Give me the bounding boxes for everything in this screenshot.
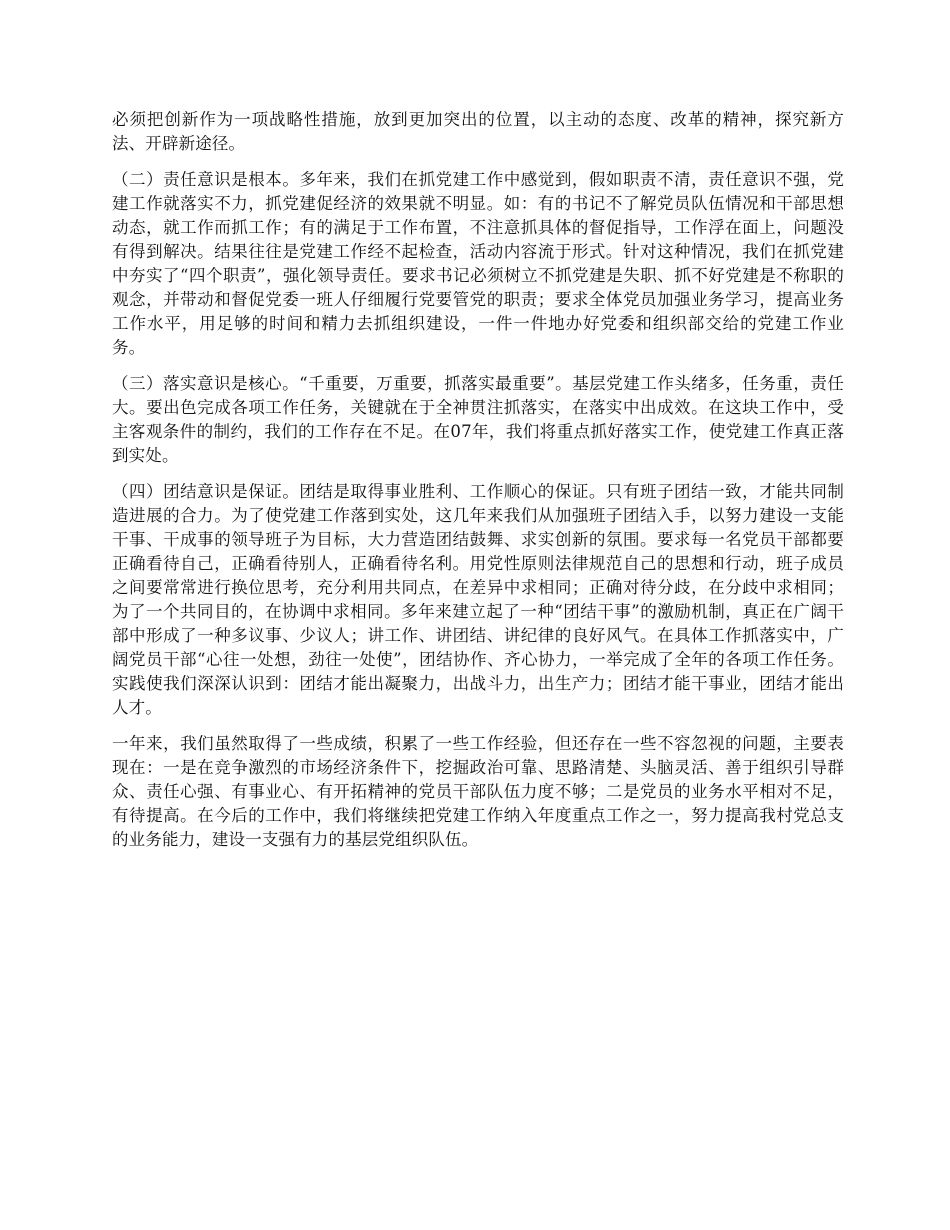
paragraph-unity: （四）团结意识是保证。团结是取得事业胜利、工作顺心的保证。只有班子团结一致，才能共同制造进展的合力。为了使党建工作落到实处，这几年来我们从加强班子团结入手，以努力建设一支能干事、干成事的领导班子为目标，大力营造团结鼓舞、求实创新的氛围。要求每一名党员干部都要正确看待自己，正确看待别人，正确看待名利。用党性原则法律规范自己的思想和行动，班子成员之间要常常进行换位思考，充分利用共同点，在差异中求相同；正确对待分歧，在分歧中求相同；为了一个共同目的，在协调中求相同。多年来建立起了一种“团结干事”的激励机制，真正在广阔干部中形成了一种多议事、少议人；讲工作、讲团结、讲纪律的良好风气。在具体工作抓落实中，广阔党员干部“心往一处想，劲往一处使”，团结协作、齐心协力，一举完成了全年的各项工作任务。实践使我们深深认识到：团结才能出凝聚力，出战斗力，出生产力；团结才能干事业，团结才能出人才。 xyxy=(112,482,844,717)
paragraph-responsibility: （二）责任意识是根本。多年来，我们在抓党建工作中感觉到，假如职责不清，责任意识不强，党建工作就落实不力，抓党建促经济的效果就不明显。如：有的书记不了解党员队伍情况和干部思想动态，就工作而抓工作；有的满足于工作布置，不注意抓具体的督促指导，工作浮在面上，问题没有得到解决。结果往往是党建工作经不起检查，活动内容流于形式。针对这种情况，我们在抓党建中夯实了“四个职责”，强化领导责任。要求书记必须树立不抓党建是失职、抓不好党建是不称职的观念，并带动和督促党委一班人仔细履行党要管党的职责；要求全体党员加强业务学习，提高业务工作水平，用足够的时间和精力去抓组织建设，一件一件地办好党委和组织部交给的党建工作业务。 xyxy=(112,170,844,357)
paragraph-summary: 一年来，我们虽然取得了一些成绩，积累了一些工作经验，但还存在一些不容忽视的问题，主要表现在：一是在竞争激烈的市场经济条件下，挖掘政治可靠、思路清楚、头脑灵活、善于组织引导群众、责任心强、有事业心、有开拓精神的党员干部队伍力度不够；二是党员的业务水平相对不足，有待提高。在今后的工作中，我们将继续把党建工作纳入年度重点工作之一，努力提高我村党总支的业务能力，建设一支强有力的基层党组织队伍。 xyxy=(112,734,844,849)
paragraph-innovation-conclusion: 必须把创新作为一项战略性措施，放到更加突出的位置，以主动的态度、改革的精神，探究新方法、开辟新途径。 xyxy=(112,110,844,153)
document-body xyxy=(112,108,844,864)
paragraph-implementation: （三）落实意识是核心。“千重要，万重要，抓落实最重要”。基层党建工作头绪多，任务重，责任大。要出色完成各项工作任务，关键就在于全神贯注抓落实，在落实中出成效。在这块工作中，受主客观条件的制约，我们的工作存在不足。在07年，我们将重点抓好落实工作，使党建工作真正落到实处。 xyxy=(112,374,844,465)
